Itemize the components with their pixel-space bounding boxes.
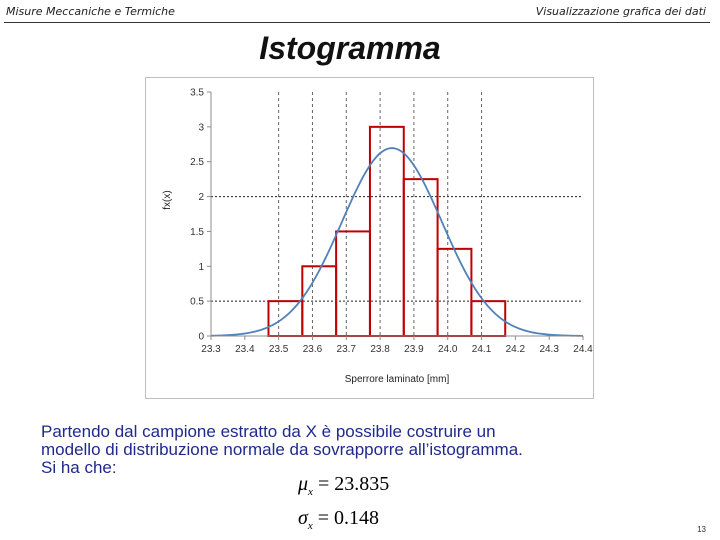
y-tick-label-5: 2.5 — [190, 157, 204, 169]
y-tick-label-4: 2 — [198, 192, 204, 204]
x-tick-label-10: 24.3 — [539, 344, 559, 355]
slide-title: Istogramma — [259, 30, 441, 66]
body-line-2: modello di distribuzione normale da sovrapporre all’istogramma. — [41, 440, 523, 459]
equation-std — [298, 507, 379, 532]
header-right-title: Visualizzazione grafica dei dati — [535, 5, 706, 18]
x-axis-label: Sperrore laminato [mm] — [344, 374, 450, 385]
normal-distribution-curve — [211, 148, 583, 336]
header-divider — [4, 22, 710, 23]
mean-symbol: μ — [298, 473, 309, 495]
x-tick-label-6: 23.9 — [404, 344, 424, 355]
body-line-1: Partendo dal campione estratto da X è possibile costruire un — [41, 422, 496, 441]
body-text — [41, 423, 663, 477]
std-symbol: σ — [298, 507, 308, 529]
y-tick-label-1: 0.5 — [190, 296, 204, 308]
x-tick-label-7: 24.0 — [437, 344, 458, 355]
x-tick-label-2: 23.5 — [268, 344, 289, 355]
std-subscript: x — [307, 520, 313, 532]
x-tick-label-11: 24.4 — [573, 344, 593, 355]
std-value: = 0.148 — [317, 507, 380, 529]
chart-frame — [145, 77, 594, 399]
y-tick-label-0: 0 — [198, 331, 204, 343]
histogram-chart — [146, 78, 593, 398]
x-tick-label-0: 23.3 — [201, 344, 221, 355]
page-number: 13 — [697, 525, 706, 534]
x-tick-label-9: 24.2 — [505, 344, 526, 355]
histogram-bar-2 — [336, 231, 370, 336]
histogram-bar-0 — [268, 301, 302, 336]
x-tick-label-8: 24.1 — [471, 344, 492, 355]
mean-value: = 23.835 — [317, 473, 390, 495]
equation-mean — [298, 473, 389, 498]
header-left-title: Misure Meccaniche e Termiche — [6, 5, 175, 18]
y-tick-label-2: 1 — [198, 261, 204, 273]
x-tick-label-3: 23.6 — [302, 344, 323, 355]
x-tick-label-1: 23.4 — [235, 344, 255, 355]
body-line-3: Si ha che: — [41, 458, 117, 477]
x-tick-label-4: 23.7 — [336, 344, 357, 355]
y-axis-label: fx(x) — [162, 190, 173, 210]
y-tick-label-6: 3 — [198, 122, 204, 134]
histogram-bar-5 — [438, 249, 472, 336]
x-tick-label-5: 23.8 — [370, 344, 390, 355]
y-tick-label-7: 3.5 — [190, 87, 204, 99]
y-tick-label-3: 1.5 — [190, 226, 204, 238]
mean-subscript: x — [308, 486, 313, 498]
